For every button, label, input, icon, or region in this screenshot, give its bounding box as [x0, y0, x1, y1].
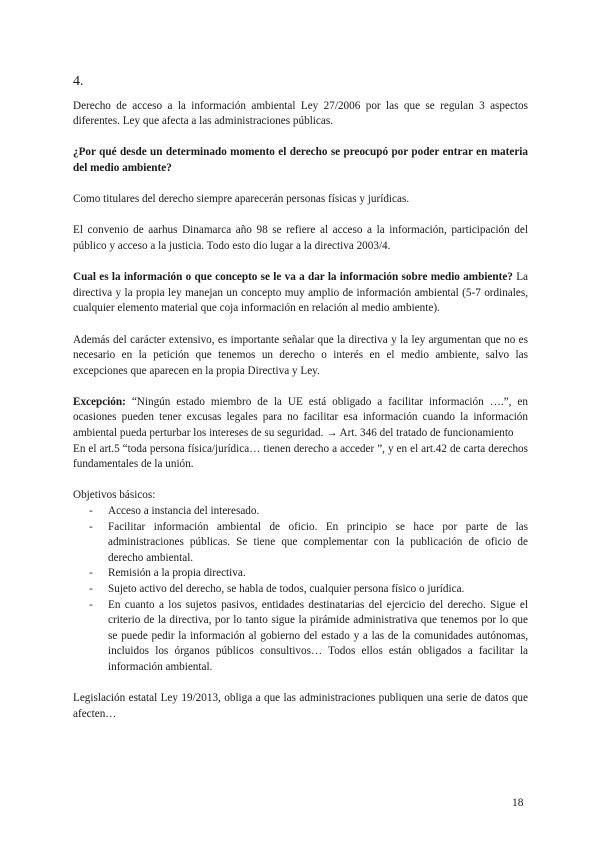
question-text: ¿Por qué desde un determinado momento el derecho se preocupó por poder entrar en materia del medio ambiente? [73, 146, 528, 174]
concept-question: Cual es la información o que concepto se le va a dar la información sobre medio ambiente? [73, 271, 513, 284]
paragraph-aarhus: El convenio de aarhus Dinamarca año 98 se refiere al acceso a la información, participación del público y acceso a la justicia. Todo esto dio lugar a la directiva 2003/4. [73, 224, 528, 252]
paragraph-concept [73, 270, 528, 317]
list-item: - Facilitar información ambiental de oficio. En principio se hace por parte de las administraciones públicas. Se tiene que complementar con la publicación de oficio de derecho ambiental. [89, 520, 528, 564]
list-item: - Remisión a la propia directiva. [89, 567, 246, 580]
objectives-title: Objetivos básicos: [73, 489, 156, 502]
objectives-list [73, 504, 528, 676]
paragraph-holders: Como titulares del derecho siempre aparecerán personas físicas y jurídicas. [73, 193, 410, 206]
document-page [73, 74, 528, 738]
exception-text: “Ningún estado miembro de la UE está obligado a facilitar información ….”, en ocasiones pueden tener excusas legales para no facilitar esa información cuando la información ambiental pueda perturbar los intereses de su seguridad. → Art. 346 del tratado de funcionamiento [73, 395, 528, 440]
paragraph-intro: Derecho de acceso a la información ambiental Ley 27/2006 por las que se regulan 3 aspectos diferentes. Ley que afecta a las administraciones públicas. [73, 99, 528, 128]
page-number: 18 [512, 797, 524, 809]
paragraph-legislation: Legislación estatal Ley 19/2013, obliga a que las administraciones publiquen una serie de datos que afecten… [73, 692, 528, 720]
concept-answer: La directiva y la propia ley manejan un concepto muy amplio de información ambiental (5-7 ordinales, cualquier elemento material que coja información en relación al medio ambiente). [73, 271, 528, 315]
paragraph-exception [73, 395, 528, 442]
paragraph-extensive: Además del carácter extensivo, es importante señalar que la directiva y la ley argumentan que no es necesario en la petición que tenemos un derecho o interés en el medio ambiente, salvo las excepciones que aparecen en la propia Directiva y Ley. [73, 333, 528, 377]
section-number: 4. [73, 74, 84, 89]
paragraph-article5: En el art.5 “toda persona física/jurídica… tienen derecho a acceder ”, y en el art.42 de carta derechos fundamentales de la unión. [73, 442, 528, 471]
question-heading [73, 145, 528, 176]
list-item: - En cuanto a los sujetos pasivos, entidades destinatarias del ejercicio del derecho. Sigue el criterio de la directiva, por lo tanto sigue la pirámide administrativa que tenemos por lo que se puede pedir la información al gobierno del estado y a las de la comunidades autónomas, incluidos los órganos públicos consultivos… Todos ellos están obligados a facilitar la información ambiental. [89, 598, 528, 673]
list-item: - Sujeto activo del derecho, se habla de todos, cualquier persona físico o jurídica. [89, 583, 465, 595]
exception-label: Excepción: [73, 395, 126, 408]
list-item: - Acceso a instancia del interesado. [89, 505, 260, 518]
